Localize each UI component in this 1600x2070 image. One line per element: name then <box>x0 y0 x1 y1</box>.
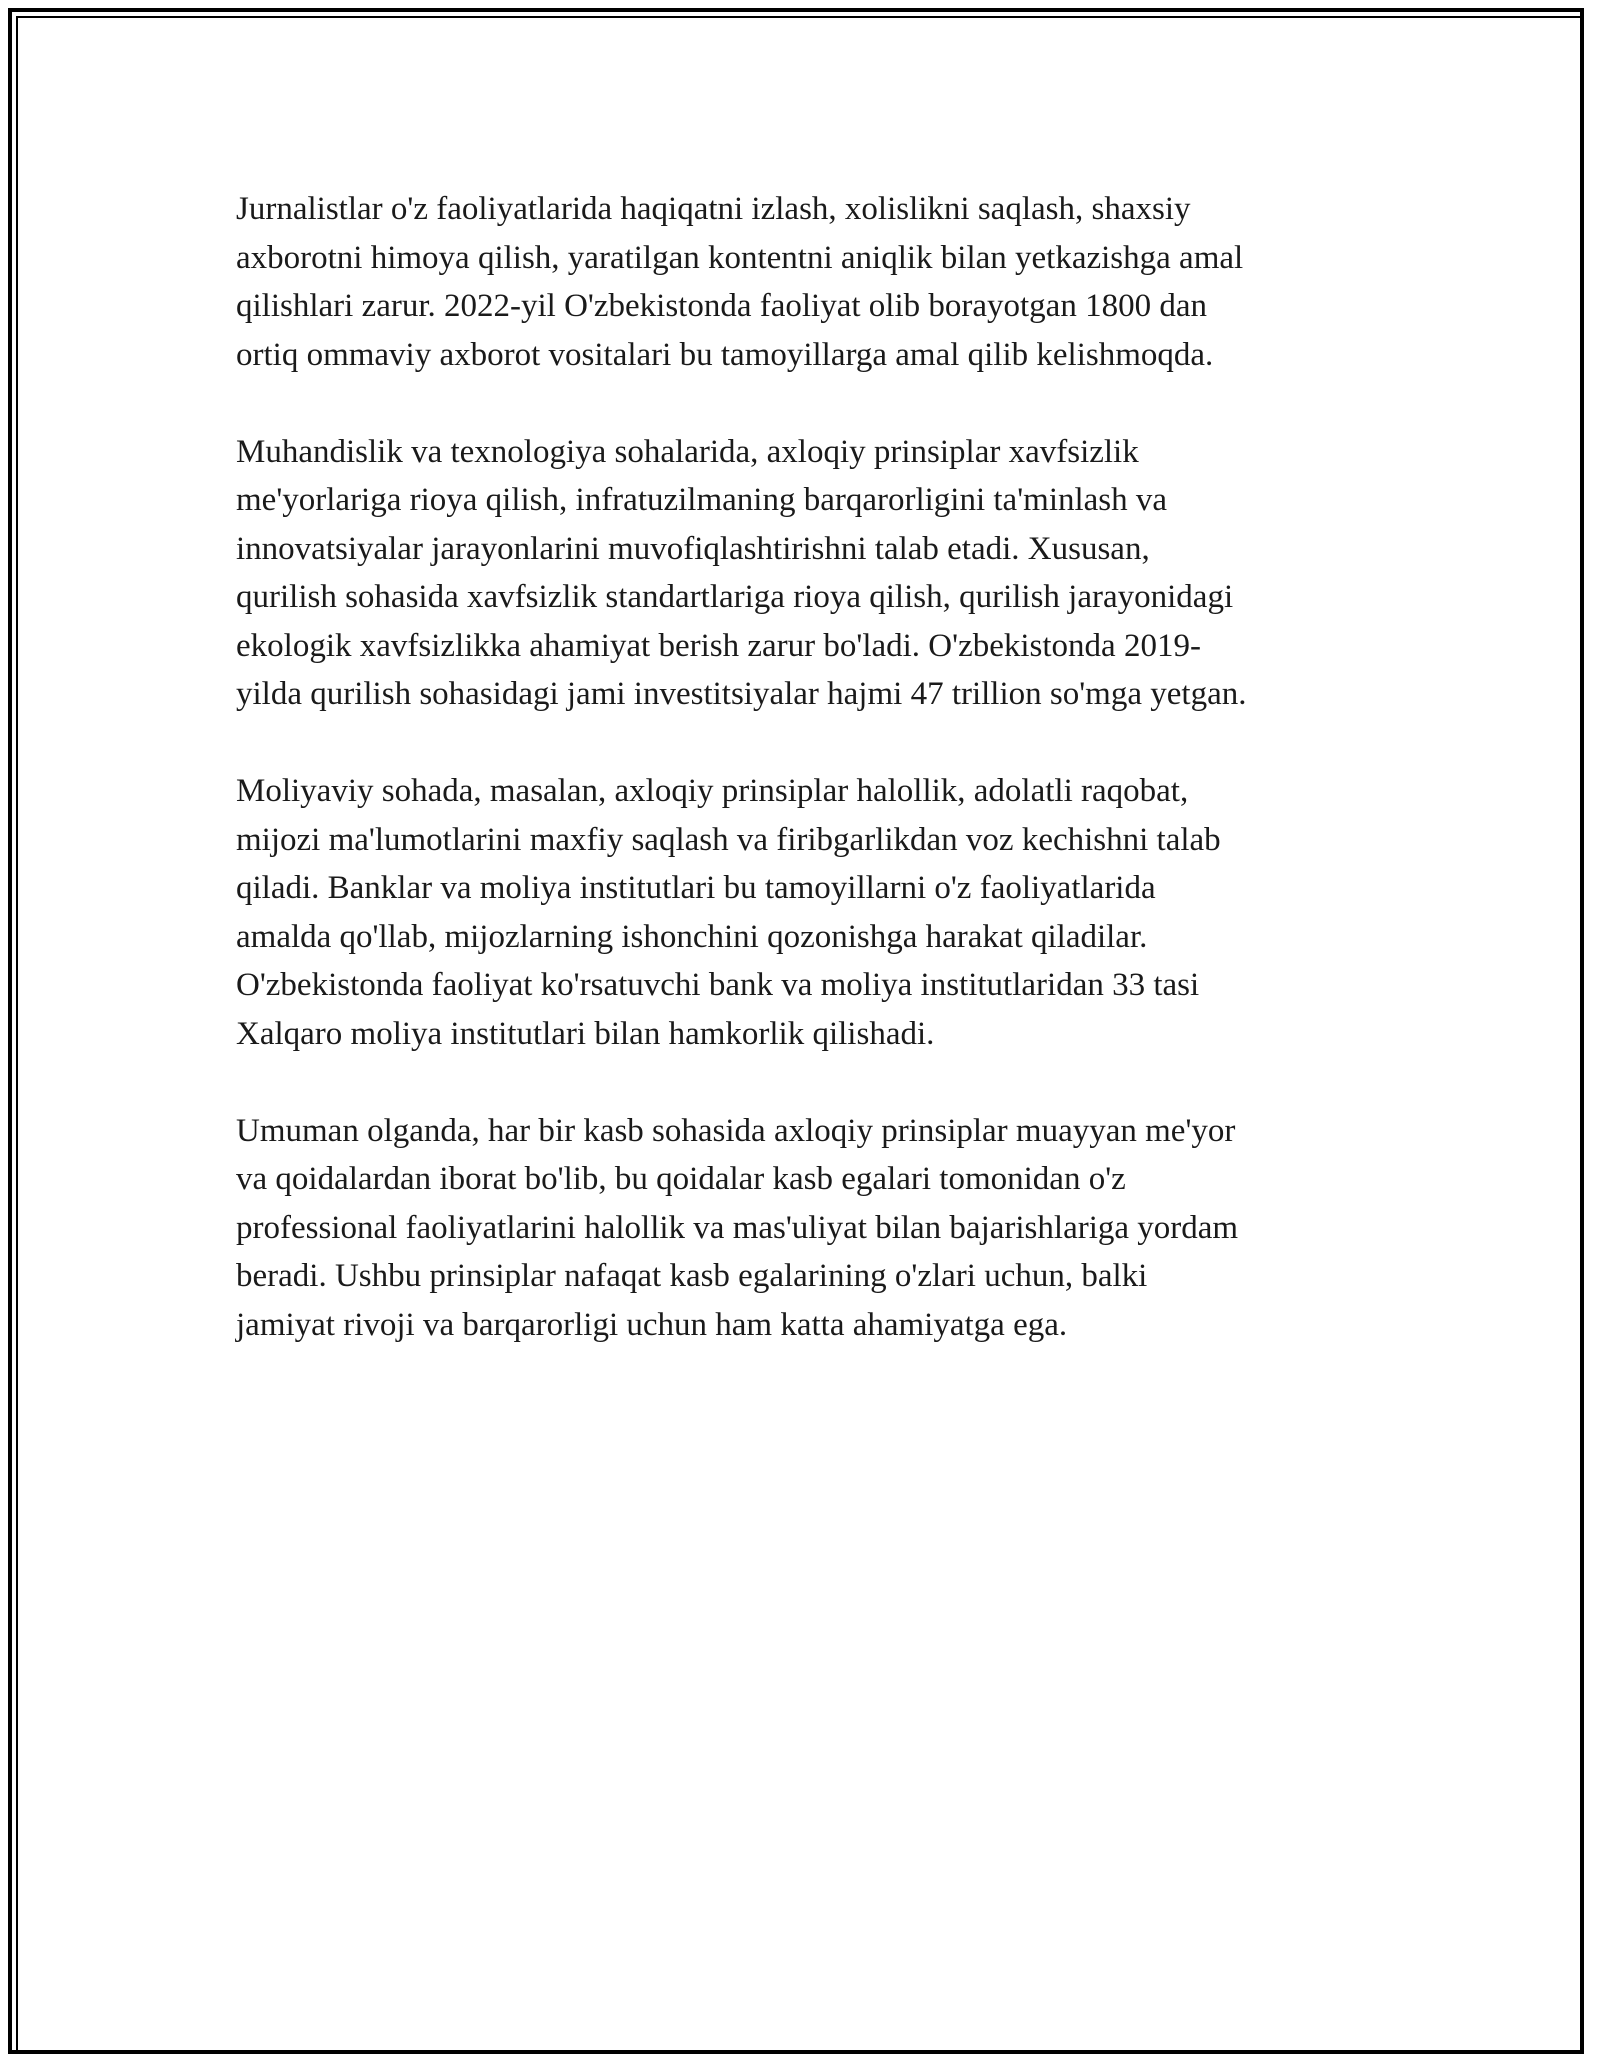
text-line: Moliyaviy sohada, masalan, axloqiy prinsiplar halollik, adolatli raqobat, <box>236 773 1189 809</box>
text-line: professional faoliyatlarini halollik va mas'uliyat bilan bajarishlariga yordam <box>236 1209 1239 1246</box>
paragraph-engineering <box>236 428 1366 719</box>
text-line: qurilish sohasida xavfsizlik standartlariga rioya qilish, qurilish jarayonidagi <box>236 579 1234 615</box>
paragraph-journalism <box>236 185 1366 379</box>
text-line: O'zbekistonda faoliyat ko'rsatuvchi bank va moliya institutlaridan 33 tasi <box>236 967 1200 1003</box>
text-line: amalda qo'llab, mijozlarning ishonchini qozonishga harakat qiladilar. <box>236 918 1148 955</box>
text-line: ortiq ommaviy axborot vositalari bu tamoyillarga amal qilib kelishmoqda. <box>236 336 1214 373</box>
text-line: innovatsiyalar jarayonlarini muvofiqlashtirishni talab etadi. Xususan, <box>236 530 1150 567</box>
text-line: me'yorlariga rioya qilish, infratuzilmaning barqarorligini ta'minlash va <box>236 482 1168 518</box>
paragraph-finance <box>236 767 1366 1058</box>
paragraph-conclusion <box>236 1107 1366 1350</box>
text-line: va qoidalardan iborat bo'lib, bu qoidalar kasb egalari tomonidan o'z <box>236 1161 1126 1197</box>
text-line: beradi. Ushbu prinsiplar nafaqat kasb egalarining o'zlari uchun, balki <box>236 1258 1148 1294</box>
text-line: yilda qurilish sohasidagi jami investitsiyalar hajmi 47 trillion so'mga yetgan. <box>236 676 1247 712</box>
text-line: Jurnalistlar o'z faoliyatlarida haqiqatni izlash, xolislikni saqlash, shaxsiy <box>236 191 1191 227</box>
text-line: Muhandislik va texnologiya sohalarida, axloqiy prinsiplar xavfsizlik <box>236 433 1139 470</box>
text-line: Xalqaro moliya institutlari bilan hamkorlik qilishadi. <box>236 1015 935 1052</box>
text-line: qiladi. Banklar va moliya institutlari bu tamoyillarni o'z faoliyatlarida <box>236 870 1156 906</box>
text-line: axborotni himoya qilish, yaratilgan kontentni aniqlik bilan yetkazishga amal <box>236 239 1244 276</box>
text-line: Umuman olganda, har bir kasb sohasida axloqiy prinsiplar muayyan me'yor <box>236 1112 1236 1149</box>
document-body <box>236 185 1366 1398</box>
text-line: mijozi ma'lumotlarini maxfiy saqlash va firibgarlikdan voz kechishni talab <box>236 821 1221 858</box>
text-line: jamiyat rivoji va barqarorligi uchun ham katta ahamiyatga ega. <box>236 1306 1068 1343</box>
text-line: ekologik xavfsizlikka ahamiyat berish zarur bo'ladi. O'zbekistonda 2019- <box>236 627 1201 664</box>
text-line: qilishlari zarur. 2022-yil O'zbekistonda faoliyat olib borayotgan 1800 dan <box>236 288 1207 324</box>
